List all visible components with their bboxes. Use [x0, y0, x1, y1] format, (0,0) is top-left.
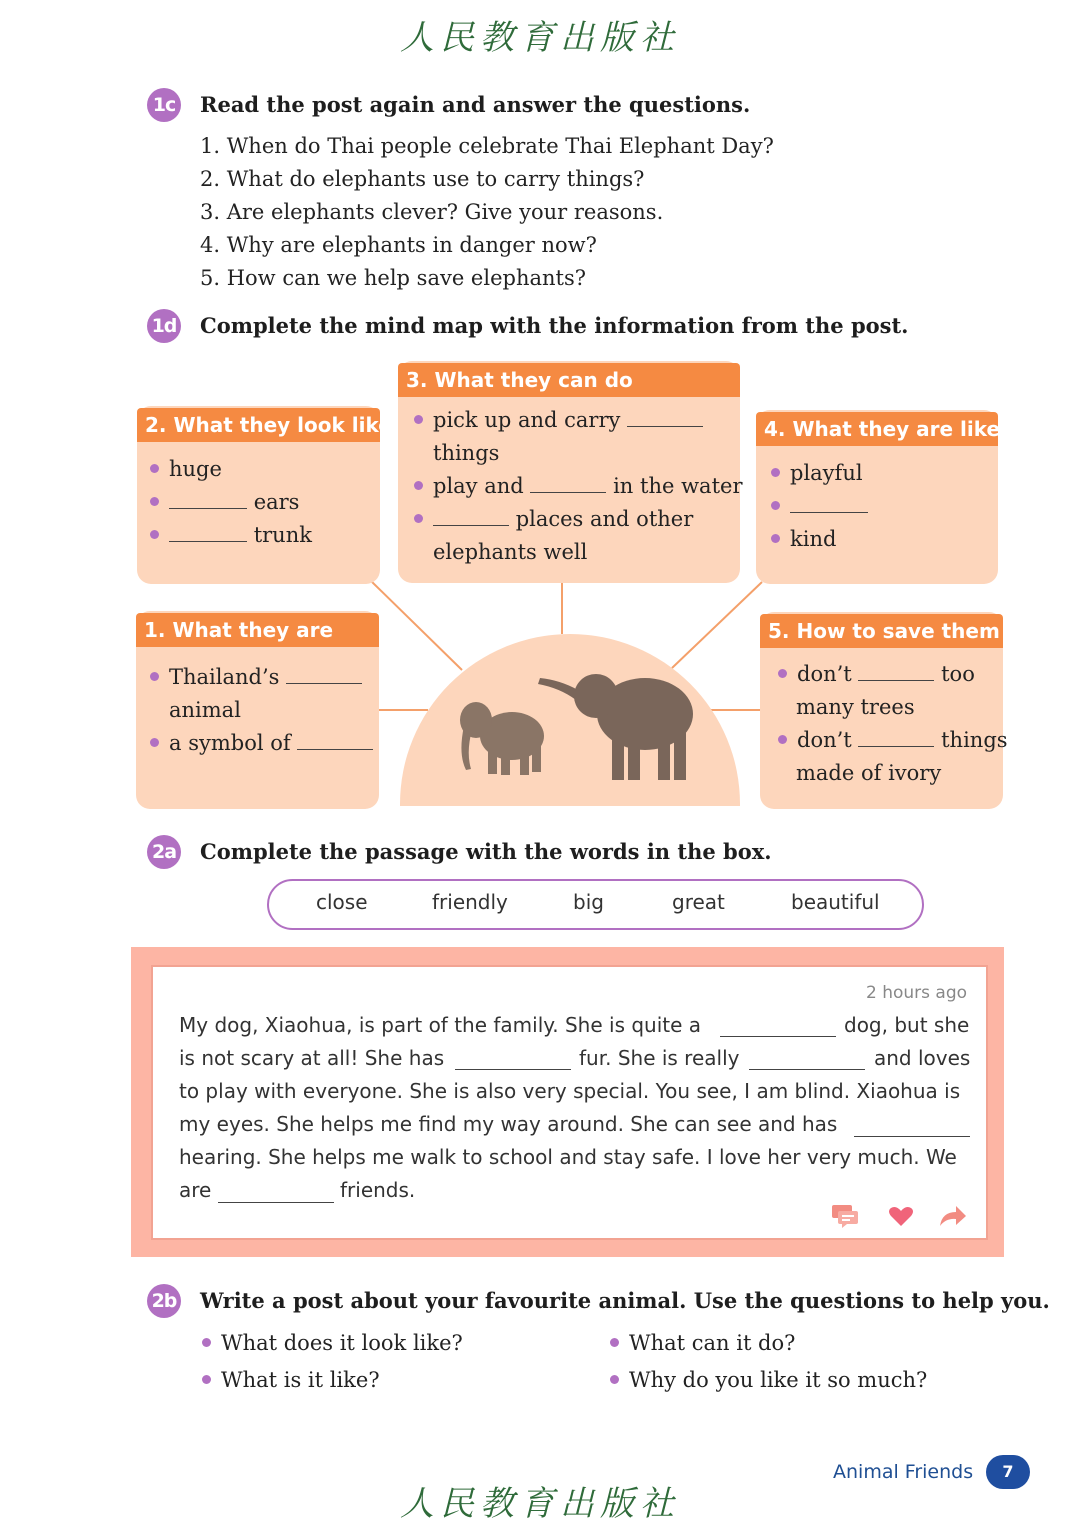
section-badge-1c: 1c [147, 88, 181, 122]
elephant-image-panel [400, 634, 740, 806]
question-2: 2. What do elephants use to carry things? [200, 167, 645, 191]
section-badge-2b: 2b [147, 1284, 181, 1318]
bullet-icon [414, 481, 423, 490]
card-2-item-1: huge [150, 457, 222, 481]
section-title-1c: Read the post again and answer the questions. [200, 92, 751, 117]
word-big: big [573, 890, 604, 914]
word-close: close [316, 890, 368, 914]
card-3-item-2: play and in the water [414, 474, 742, 498]
card-3-heading: 3. What they can do [398, 363, 740, 397]
comment-icon[interactable] [830, 1203, 860, 1229]
card-5-item-2: don’t things [778, 728, 1008, 752]
section-title-1d: Complete the mind map with the information from the post. [200, 313, 909, 338]
card-3-item-1: pick up and carry [414, 408, 703, 432]
card-1-heading: 1. What they are [136, 613, 379, 647]
section-badge-1d: 1d [147, 309, 181, 343]
card-1-item-2: a symbol of [150, 731, 373, 755]
card-4-item-1: playful [771, 461, 863, 485]
card-1-item-1: Thailand’s [150, 665, 362, 689]
bullet-icon [610, 1375, 619, 1384]
card-3-item-3-cont: elephants well [433, 540, 588, 564]
post-line-2-end: and loves [874, 1046, 971, 1070]
prompt-item: What does it look like? [202, 1331, 463, 1355]
card-2-item-3: trunk [150, 523, 312, 547]
bullet-icon [778, 735, 787, 744]
card-3-item-3: places and other [414, 507, 693, 531]
bullet-icon [778, 669, 787, 678]
blank[interactable] [720, 1035, 836, 1037]
post-line-4: my eyes. She helps me find my way around. She can see and has [179, 1112, 838, 1136]
question-3: 3. Are elephants clever? Give your reasons. [200, 200, 664, 224]
bullet-icon [150, 672, 159, 681]
card-5-item-1-cont: many trees [796, 695, 915, 719]
blank[interactable] [218, 1201, 334, 1203]
section-title-2b: Write a post about your favourite animal. Use the questions to help you. [200, 1288, 1050, 1313]
bullet-icon [202, 1375, 211, 1384]
post-line-2-mid: fur. She is really [579, 1046, 740, 1070]
word-beautiful: beautiful [791, 890, 880, 914]
bullet-icon [150, 464, 159, 473]
bullet-icon [150, 530, 159, 539]
blank[interactable] [790, 511, 868, 513]
blank[interactable] [858, 679, 934, 681]
publisher-logo-footer: 人民教育出版社 [400, 1484, 680, 1524]
blank[interactable] [627, 425, 703, 427]
blank[interactable] [297, 748, 373, 750]
post-line-1-end: dog, but she [844, 1013, 970, 1037]
blank[interactable] [455, 1068, 571, 1070]
card-5-item-1: don’t too [778, 662, 975, 686]
post-line-6: are [179, 1178, 212, 1202]
post-line-6-end: friends. [340, 1178, 416, 1202]
prompt-item: What is it like? [202, 1368, 380, 1392]
card-4-item-3: kind [771, 527, 836, 551]
unit-title: Animal Friends [833, 1461, 974, 1483]
word-great: great [672, 890, 725, 914]
card-5-heading: 5. How to save them [760, 614, 1003, 648]
card-3-item-1-cont: things [433, 441, 500, 465]
post-line-5: hearing. She helps me walk to school and stay safe. I love her very much. We [179, 1145, 957, 1169]
blank[interactable] [169, 540, 247, 542]
blank[interactable] [854, 1135, 970, 1137]
question-5: 5. How can we help save elephants? [200, 266, 586, 290]
share-icon[interactable] [938, 1204, 968, 1228]
bullet-icon [771, 501, 780, 510]
publisher-logo: 人民教育出版社 [400, 18, 680, 58]
post-timestamp: 2 hours ago [866, 983, 968, 1003]
card-5-item-2-cont: made of ivory [796, 761, 942, 785]
post-line-1: My dog, Xiaohua, is part of the family. She is quite a [179, 1013, 702, 1037]
card-4-heading: 4. What they are like [756, 412, 998, 446]
bullet-icon [414, 415, 423, 424]
blank[interactable] [433, 524, 509, 526]
card-2-heading: 2. What they look like [137, 408, 380, 442]
bullet-icon [610, 1338, 619, 1347]
bullet-icon [414, 514, 423, 523]
bullet-icon [771, 534, 780, 543]
bullet-icon [150, 497, 159, 506]
elephants-illustration [400, 634, 740, 806]
bullet-icon [771, 468, 780, 477]
bullet-icon [202, 1338, 211, 1347]
blank[interactable] [749, 1068, 865, 1070]
section-title-2a: Complete the passage with the words in the box. [200, 839, 772, 864]
post-line-3: to play with everyone. She is also very special. You see, I am blind. Xiaohua is [179, 1079, 961, 1103]
bullet-icon [150, 738, 159, 747]
heart-icon[interactable] [888, 1205, 914, 1227]
question-1: 1. When do Thai people celebrate Thai Elephant Day? [200, 134, 774, 158]
prompt-item: Why do you like it so much? [610, 1368, 927, 1392]
card-1-item-1-cont: animal [169, 698, 241, 722]
section-badge-2a: 2a [147, 835, 181, 869]
card-4-item-2 [771, 494, 868, 518]
blank[interactable] [858, 745, 934, 747]
blank[interactable] [169, 507, 247, 509]
word-friendly: friendly [432, 890, 508, 914]
blank[interactable] [530, 491, 606, 493]
blank[interactable] [286, 682, 362, 684]
post-line-2: is not scary at all! She has [179, 1046, 445, 1070]
page-number: 7 [986, 1455, 1030, 1489]
prompt-item: What can it do? [610, 1331, 795, 1355]
card-2-item-2: ears [150, 490, 299, 514]
question-4: 4. Why are elephants in danger now? [200, 233, 597, 257]
